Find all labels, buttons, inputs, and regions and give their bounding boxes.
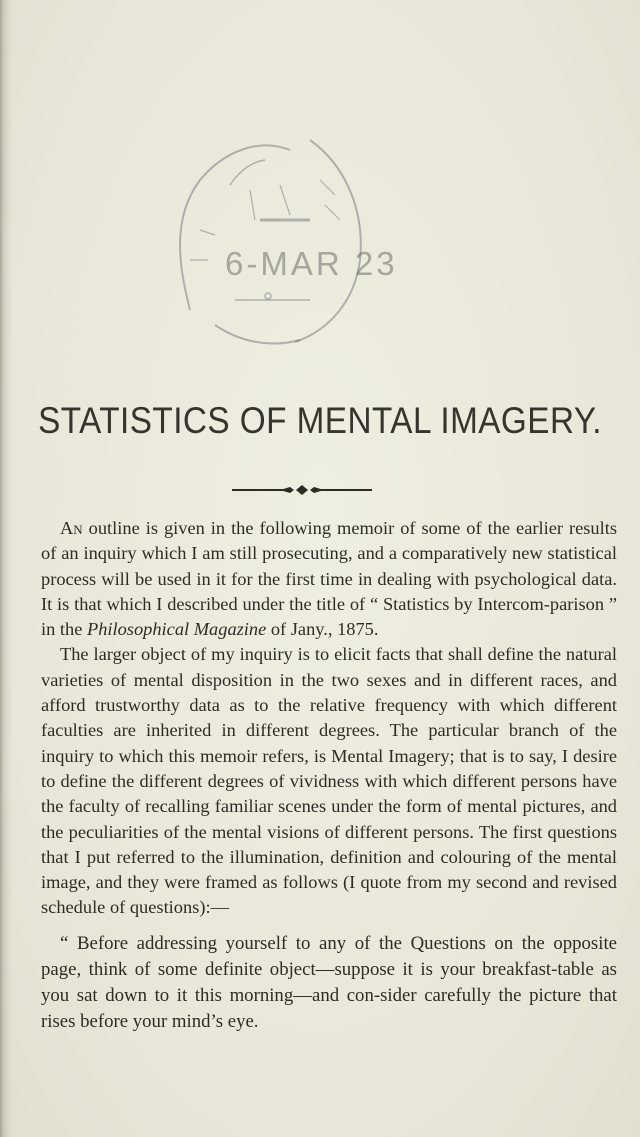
paragraph-1-text-a: outline is given in the following memoir of some of the earlier results of an inquiry which I am still prosecuting, and a comparatively new statistical process will be used in it for the first time in dealing with psychological data. It is that which I described under the title of “ Statistics by Intercom-parison ” in the <box>41 518 617 640</box>
paragraph-3: “ Before addressing yourself to any of the Questions on the opposite page, think of some definite object—suppose it is your breakfast-table as you sat down to it this morning—and con-sider carefully the picture that rises before your mind’s eye. <box>41 932 617 1033</box>
body-text <box>41 516 617 1036</box>
paragraph-1 <box>41 516 617 642</box>
ornamental-rule <box>232 483 372 497</box>
paragraph-1-text-b: of Jany., 1875. <box>266 619 379 640</box>
paragraph-1-italic: Philosophical Magazine <box>86 619 267 640</box>
stamp-date: 6-MAR 23 <box>225 245 398 282</box>
library-stamp <box>160 110 380 360</box>
paragraph-1-lead: An <box>60 518 83 538</box>
paragraph-2: The larger object of my inquiry is to elicit facts that shall define the natural varieties of mental disposition in the two sexes and in different races, and afford trustworthy data as to the relative frequency with which different faculties are inherited in different degrees. The particular branch of the inquiry to which this memoir refers, is Mental Imagery; that is to say, I desire to define the different degrees of vividness with which different persons have the faculty of recalling familiar scenes under the form of mental pictures, and the peculiarities of the mental visions of different persons. The first questions that I put referred to the illumination, definition and colouring of the mental image, and they were framed as follows (I quote from my second and revised schedule of questions):— <box>41 644 617 918</box>
page-title: STATISTICS OF MENTAL IMAGERY. <box>38 400 602 441</box>
